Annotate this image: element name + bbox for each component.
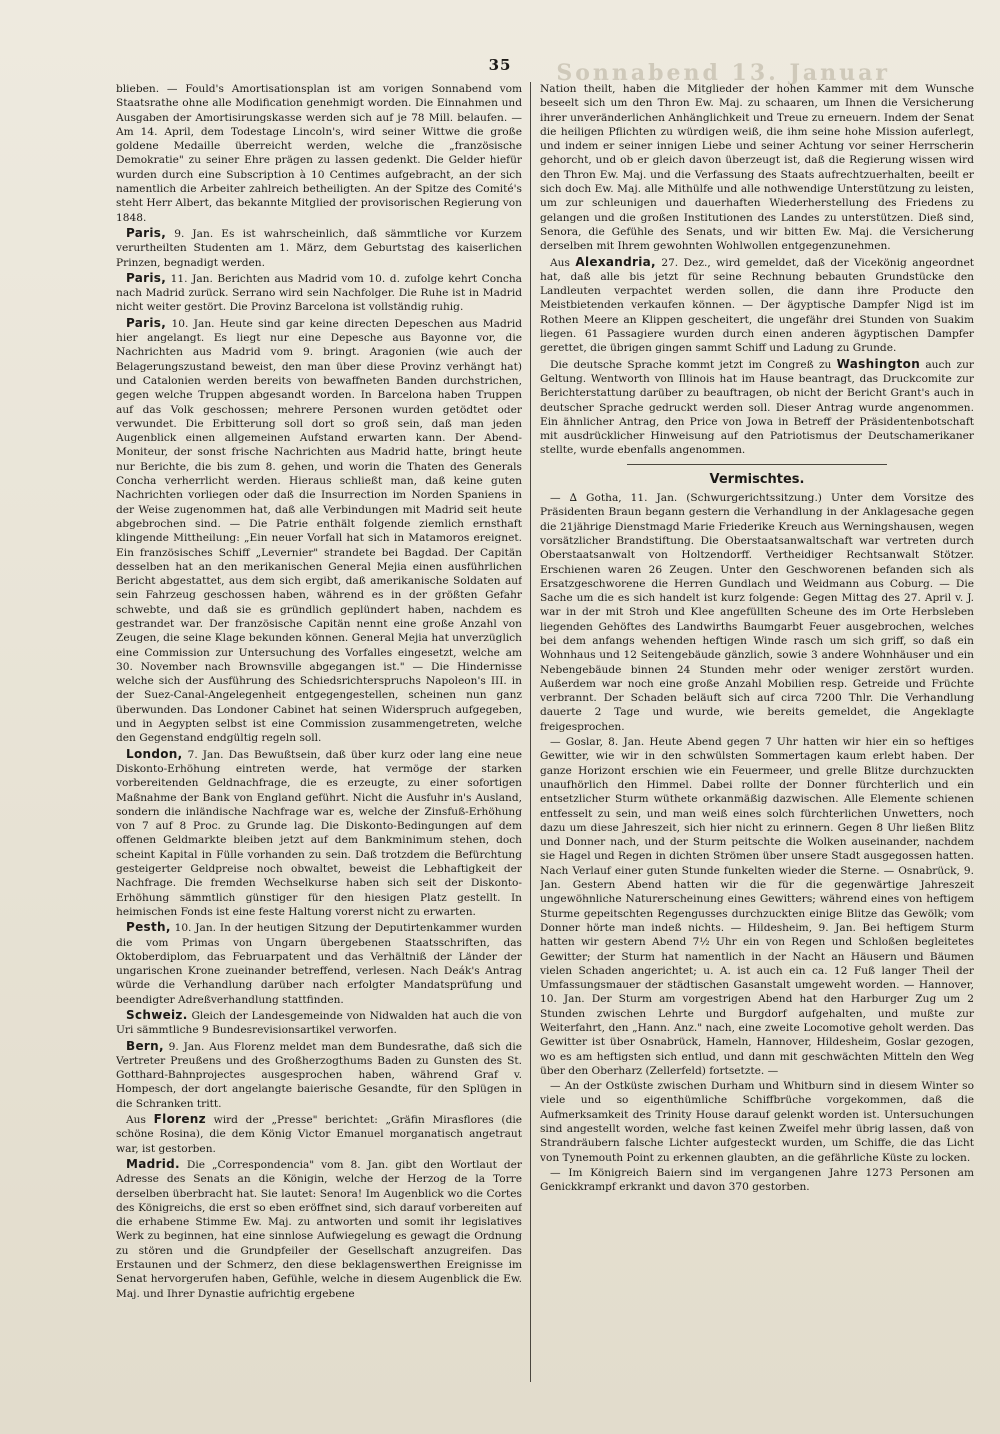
paragraph: Nation theilt, haben die Mitglieder der hohen Kammer mit dem Wunsche beseelt sich um den Thron Ew. Maj. zu schaaren, um Ihnen die Versicherung ihrer unveränderlichen Anhänglichkeit und Treue zu erneuern. Indem der Senat die heiligen Pflichten zu würdigen weiß, die ihm seine hohe Mission auferlegt, und indem er seiner innigen Liebe und seiner Achtung vor seiner Herrscherin gehorcht, und ob er gleich davon überzeugt ist, daß die Regierung wissen wird den Thron Ew. Maj. und die Verfassung des Staats aufrechtzuerhalten, beeilt er sich doch Ew. Maj. alle Mithülfe und alle nothwendige Unterstützung zu leisten, um zur schleunigen und dauerhaften Wiederherstellung des Friedens zu gelangen und die großen Institutionen des Landes zu unterstützen. Dieß sind, Senora, die Gefühle des Senats, und wir bitten Ew. Maj. die Versicherung derselben mit Ihrem gewohnten Wohlwollen entgegenzunehmen.	[540, 83, 974, 253]
article	[116, 226, 522, 270]
article	[116, 920, 522, 1007]
article-text: Die deutsche Sprache kommt jetzt im Congreß zu	[550, 358, 832, 371]
article	[116, 1157, 522, 1301]
article	[116, 1112, 522, 1156]
dateline: Madrid.	[126, 1156, 180, 1171]
section-title: Vermischtes.	[709, 471, 805, 487]
article-text: Aus	[550, 256, 570, 269]
paragraph: — An der Ostküste zwischen Durham und Whitburn sind in diesem Winter so viele und so eigenthümliche Schiffbrüche vorgekommen, daß die Aufmerksamkeit des Trinity House darauf gelenkt worden ist. Untersuchungen sind angestellt worden, welche fast keinen Zweifel mehr übrig lassen, daß von Strandräubern falsche Lichter aufgesteckt wurden, um Schiffe, die das Licht von Tynemouth Point zu erkennen glaubten, an die gefährliche Küste zu locken.	[540, 1080, 974, 1164]
article-text: 11. Jan. Berichten aus Madrid vom 10. d. zufolge kehrt Concha nach Madrid zurück. Serrano wird sein Nachfolger. Die Ruhe ist in Madrid nicht weiter gestört. Die Provinz Barcelona ist vollständig ruhig.	[116, 272, 522, 314]
article-text: 10. Jan. In der heutigen Sitzung der Deputirtenkammer wurden die vom Primas von Ungarn übergebenen Staatsschriften, das Oktoberdiplom, das Februarpatent und das Verhältniß der Länder der ungarischen Krone zueinander betreffend, verlesen. Nach Deák's Antrag würde die Verhandlung darüber nach erfolgter Mandatsprüfung und beendigter Adreßverhandlung stattfinden.	[116, 922, 522, 1006]
article-text: 7. Jan. Das Bewußtsein, daß über kurz oder lang eine neue Diskonto-Erhöhung eintreten werde, hat vermöge der starken vorbereitenden Geldnachfrage, die es erzeugte, zu einer sofortigen Maßnahme der Bank von England geführt. Nicht die Ausfuhr in's Ausland, sondern die inländische Nachfrage war es, welche der Zinsfuß-Erhöhung von 7 auf 8 Proc. zu Grunde lag. Die Diskonto-Bedingungen auf dem offenen Geldmarkte bleiben jetzt auf dem Bankminimum stehen, doch scheint Kapital in Fülle vorhanden zu sein. Daß trotzdem die Befürchtung gesteigerter Geldpreise noch obwaltet, beweist die Lebhaftigkeit der Nachfrage. Die fremden Wechselkurse haben sich seit der Diskonto-Erhöhung sämmtlich günstiger für den hiesigen Platz gestellt. In heimischen Fonds ist eine feste Haltung vorerst nicht zu erwarten.	[116, 748, 522, 918]
paragraph: blieben. — Fould's Amortisationsplan ist am vorigen Sonnabend vom Staatsrathe ohne alle Modification genehmigt worden. Die Einnahmen und Ausgaben der Amortisirungskasse werden sich auf je 78 Mill. belaufen. — Am 14. April, dem Todestage Lincoln's, wird seiner Wittwe die große goldene Medaille überreicht werden, welche die „französische Demokratie" zu seiner Ehre prägen zu lassen gedenkt. Die Gelder hiefür wurden durch eine Subscription à 10 Centimes aufgebracht, an der sich namentlich die Arbeiter zahlreich betheiligten. An der Spitze des Comité's steht Herr Albert, das bekannte Mitglied der provisorischen Regierung von 1848.	[116, 83, 522, 224]
paragraph: — Goslar, 8. Jan. Heute Abend gegen 7 Uhr hatten wir hier ein so heftiges Gewitter, wie wir in den schwülsten Sommertagen kaum erlebt haben. Der ganze Horizont erschien wie ein Feuermeer, und grelle Blitze durchzuckten unaufhörlich den Himmel. Dabei rollte der Donner fürchterlich und ein entsetzlicher Sturm wüthete orkanmäßig dazwischen. Alle Elemente schienen entfesselt zu sein, und man weiß eines solch fürchterlichen Unwetters, noch dazu um diese Jahreszeit, sich hier nicht zu erinnern. Gegen 8 Uhr ließen Blitz und Donner nach, und der Sturm peitschte die Wolken auseinander, nachdem sie Hagel und Regen in dichten Strömen über unsere Stadt ausgegossen hatten. Nach Verlauf einer guten Stunde funkelten wieder die Sterne. — Osnabrück, 9. Jan. Gestern Abend hatten wir die für die gegenwärtige Jahreszeit ungewöhnliche Naturerscheinung eines Gewitters; während eines von heftigem Sturme gepeitschten Regengusses durchzuckten einige Blitze das Gewölk; vom Donner hörte man indeß nichts. — Hildesheim, 9. Jan. Bei heftigem Sturm hatten wir gestern Abend 7½ Uhr ein von Regen und Schloßen begleitetes Gewitter; der Sturm hat namentlich in der Nacht an Häusern und Bäumen vielen Schaden angerichtet; u. A. ist auch ein ca. 12 Fuß langer Theil der Umfassungsmauer der städtischen Gasanstalt umgeweht worden. — Hannover, 10. Jan. Der Sturm am vorgestrigen Abend hat den Harburger Zug um 2 Stunden zwischen Lehrte und Burgdorf aufgehalten, und mußte zur Weiterfahrt, den „Hann. Anz." nach, eine zweite Locomotive geholt werden. Das Gewitter ist über Osnabrück, Hameln, Hannover, Hildesheim, Goslar gezogen, wo es am heftigsten sich entlud, und dann mit geschwächten Mitteln den Weg über den Oberharz (Zellerfeld) fortsetzte. —	[540, 736, 974, 1077]
article	[116, 271, 522, 315]
dateline: Alexandria,	[575, 254, 656, 269]
page-number: 35	[488, 56, 512, 74]
dateline: Paris,	[126, 270, 167, 285]
article-text: auch zur Geltung. Wentworth von Illinois hat im Hause beantragt, das Druckcomite zur Berichterstattung darüber zu beauftragen, ob nicht der Bericht Grant's auch in deutscher Sprache gedruckt werden soll. Dieser Antrag wurde angenommen. Ein ähnlicher Antrag, den Price von Jowa in Betreff der Präsidentenbotschaft mit ausdrücklicher Hinweisung auf den Patriotismus der Deutschamerikaner stellte, wurde ebenfalls angenommen.	[540, 358, 974, 457]
dateline: Bern,	[126, 1038, 164, 1053]
dateline: Pesth,	[126, 920, 171, 935]
article-text: wird der „Presse" berichtet: „Gräfin Mirasflores (die schöne Rosina), die dem König Victor Emanuel morganatisch angetraut war, ist gestorben.	[116, 1114, 522, 1155]
right-column	[540, 82, 974, 1382]
dateline: Florenz	[153, 1112, 206, 1127]
article	[116, 316, 522, 746]
paragraph: — ∆ Gotha, 11. Jan. (Schwurgerichtssitzung.) Unter dem Vorsitze des Präsidenten Braun begann gestern die Verhandlung in der Anklagesache gegen die 21jährige Dienstmagd Marie Friederike Kreuch aus Werningshausen, wegen vorsätzlicher Brandstiftung. Die Oberstaatsanwaltschaft war vertreten durch Oberstaatsanwalt von Holtzendorff. Vertheidiger Rechtsanwalt Stötzer. Erschienen waren 26 Zeugen. Unter den Geschworenen befanden sich als Ersatzgeschworene die Herren Gundlach und Weidmann aus Coburg. — Die Sache um die es sich handelt ist kurz folgende: Gegen Mittag des 27. April v. J. war in der mit Stroh und Klee angefüllten Scheune des im Orte Herbsleben liegenden Gehöftes des Landwirths Baumgarbt Feuer ausgebrochen, welches bei dem anfangs wehenden heftigen Winde rasch um sich griff, so daß ein Wohnhaus und 12 Seitengebäude gänzlich, sowie 3 andere Wohnhäuser und ein Nebengebäude binnen 24 Stunden mehr oder weniger zerstört wurden. Außerdem war noch eine große Anzahl Mobilien resp. Getreide und Früchte verbrannt. Der Schaden beläuft sich auf circa 7200 Thlr. Die Verhandlung dauerte 2 Tage und wurde, wie bereits gemeldet, die Angeklagte freigesprochen.	[540, 492, 974, 733]
bleed-through-header: Sonnabend 13. Januar	[556, 60, 890, 86]
article	[116, 1039, 522, 1111]
article-text: Die „Correspondencia" vom 8. Jan. gibt den Wortlaut der Adresse des Senats an die Königin, welche der Herzog de la Torre derselben überbracht hat. Sie lautet: Senora! Im Augenblick wo die Cortes des Königreichs, die erst so eben eröffnet sind, sich darauf vorbereiten auf die erhabene Stimme Ew. Maj. zu antworten und somit ihr legislatives Werk zu beginnen, hat eine sinnlose Aufwiegelung es gewagt die Ordnung zu stören und die Grundpfeiler der Gesellschaft anzugreifen. Das Erstaunen und der Schmerz, den diese beklagenswerthen Ereignisse im Senat hervorgerufen haben, Gefühle, welche in diesem Augenblick die Ew. Maj. und Ihrer Dynastie aufrichtig ergebene	[116, 1158, 522, 1300]
article	[116, 1008, 522, 1038]
column-divider	[530, 82, 531, 1382]
dateline: Paris,	[126, 315, 167, 330]
dateline: Schweiz.	[126, 1008, 188, 1022]
article-text: 9. Jan. Aus Florenz meldet man dem Bundesrathe, daß sich die Vertreter Preußens und des Großherzogthums Baden zu Gunsten des St. Gotthard-Bahnprojectes ausgesprochen haben, während Graf v. Hompesch, der dort angelangte baierische Gesandte, für den Splügen in die Schranken tritt.	[116, 1040, 522, 1110]
article-text: 27. Dez., wird gemeldet, daß der Vicekönig angeordnet hat, daß alle bis jetzt für seine Rechnung bebauten Grundstücke den Landleuten verpachtet werden sollen, die dann ihre Producte den Meistbietenden verkaufen können. — Der ägyptische Dampfer Nigd ist im Rothen Meere an Klippen gescheitert, die ungefähr drei Stunden von Suakim liegen. 61 Passagiere wurden durch einen anderen ägyptischen Dampfer gerettet, die übrigen gingen sammt Schiff und Ladung zu Grunde.	[540, 256, 974, 355]
dateline: Washington	[836, 356, 921, 371]
article-text: 10. Jan. Heute sind gar keine directen Depeschen aus Madrid hier angelangt. Es liegt nur eine Depesche aus Bayonne vor, die Nachrichten aus Madrid vom 9. bringt. Aragonien (wie auch der Belagerungszustand beweist, den man über diese Provinz verhängt hat) und Catalonien werden bereits von bewaffneten Banden durchstrichen, gegen welche Truppen abgesandt worden. In Barcelona haben Truppen auf das Volk geschossen; mehrere Personen wurden getödtet oder verwundet. Die Erbitterung soll dort so groß sein, daß man jeden Augenblick einen allgemeinen Aufstand erwarten kann. Der Abend-Moniteur, der sonst frische Nachrichten aus Madrid hatte, bringt heute nur Berichte, die bis zum 8. gehen, und worin die Thaten des Generals Concha verherrlicht werden. Hieraus schließt man, daß keine guten Nachrichten vorliegen oder daß die Insurrection im Norden Spaniens in der Weise zugenommen hat, daß alle Verbindungen mit Madrid seit heute abgebrochen sind. — Die Patrie enthält folgende ziemlich ernsthaft klingende Mittheilung: „Ein neuer Vorfall hat sich in Matamoros ereignet. Ein französisches Schiff „Levernier" strandete bei Bagdad. Der Capitän desselben hat an den merikanischen General Mejia einen ausführlichen Bericht abgestattet, aus dem sich ergibt, daß amerikanische Soldaten auf sein Fahrzeug geschossen haben, während es in der größten Gefahr schwebte, und daß sie es gründlich geplündert haben, nachdem es gestrandet war. Der französische Capitän nennt eine große Anzahl von Zeugen, die seine Klage bekunden können. General Mejia hat unverzüglich eine Commission zur Untersuchung des Vorfalles eingesetzt, welche am 30. November nach Brownsville abgegangen ist." — Die Hindernisse welche sich der Ausführung des Schiedsrichterspruchs Napoleon's III. in der Suez-Canal-Angelegenheit entgegengestellen, scheinen nun ganz überwunden. Das Londoner Cabinet hat seinen Widerspruch aufgegeben, und in Aegypten selbst ist eine Commission zusammengetreten, welche den Gegenstand endgültig regeln soll.	[116, 317, 522, 745]
dateline: Paris,	[126, 225, 167, 240]
article-text: Gleich der Landesgemeinde von Nidwalden hat auch die von Uri sämmtliche 9 Bundesrevisionsartikel verworfen.	[116, 1010, 522, 1037]
article-text: 9. Jan. Es ist wahrscheinlich, daß sämmtliche vor Kurzem verurtheilten Studenten am 1. März, dem Geburtstag des kaiserlichen Prinzen, begnadigt werden.	[116, 227, 522, 269]
dateline: London,	[126, 746, 183, 761]
article	[116, 747, 522, 920]
article-text: Aus	[126, 1114, 146, 1127]
article	[540, 255, 974, 356]
article	[540, 357, 974, 458]
separator-rule	[627, 464, 887, 465]
left-column	[116, 82, 522, 1382]
paragraph: — Im Königreich Baiern sind im vergangenen Jahre 1273 Personen am Genickkrampf erkrankt und davon 370 gestorben.	[540, 1166, 974, 1194]
